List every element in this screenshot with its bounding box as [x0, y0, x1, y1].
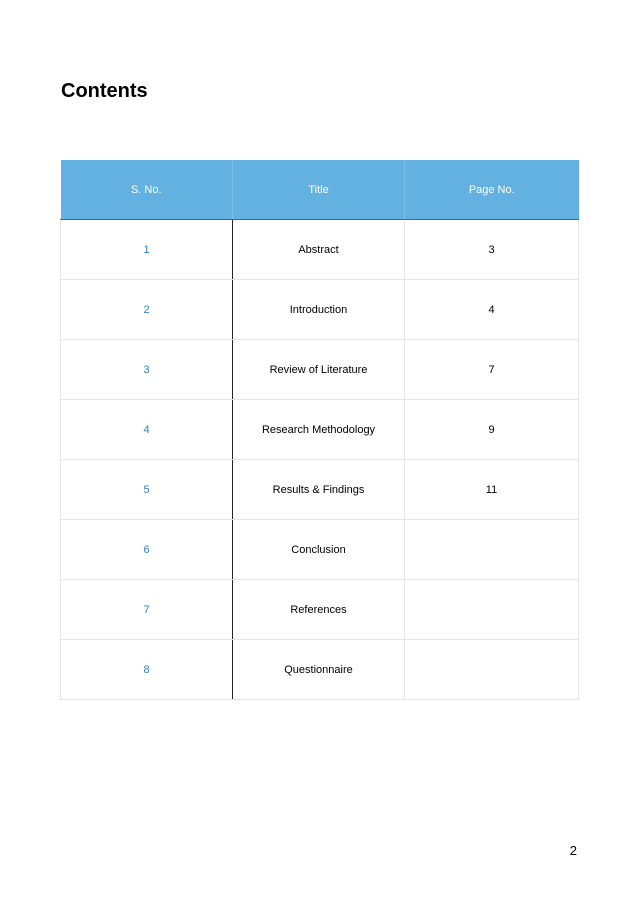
- cell-title: Conclusion: [233, 520, 405, 580]
- cell-sno: 8: [61, 640, 233, 700]
- cell-page: 4: [405, 280, 579, 340]
- table-row: [61, 580, 579, 640]
- cell-page: [405, 520, 579, 580]
- table-row: [61, 460, 579, 520]
- cell-sno: 2: [61, 280, 233, 340]
- cell-sno: 1: [61, 220, 233, 280]
- contents-table: [60, 160, 579, 700]
- cell-page: 3: [405, 220, 579, 280]
- cell-title: Review of Literature: [233, 340, 405, 400]
- table-row: [61, 400, 579, 460]
- table-row: [61, 640, 579, 700]
- table-row: [61, 280, 579, 340]
- column-header-page: Page No.: [405, 160, 579, 220]
- cell-title: Abstract: [233, 220, 405, 280]
- cell-page: [405, 580, 579, 640]
- cell-sno: 3: [61, 340, 233, 400]
- cell-page: 11: [405, 460, 579, 520]
- cell-title: References: [233, 580, 405, 640]
- cell-title: Introduction: [233, 280, 405, 340]
- cell-page: [405, 640, 579, 700]
- table-row: [61, 520, 579, 580]
- column-header-sno: S. No.: [61, 160, 233, 220]
- cell-sno: 7: [61, 580, 233, 640]
- cell-sno: 5: [61, 460, 233, 520]
- page-number: 2: [569, 843, 577, 858]
- table-header-row: [61, 160, 579, 220]
- cell-title: Questionnaire: [233, 640, 405, 700]
- cell-title: Research Methodology: [233, 400, 405, 460]
- cell-page: 7: [405, 340, 579, 400]
- cell-sno: 6: [61, 520, 233, 580]
- page-title: Contents: [61, 80, 148, 102]
- table-row: [61, 220, 579, 280]
- cell-page: 9: [405, 400, 579, 460]
- cell-title: Results & Findings: [233, 460, 405, 520]
- column-header-title: Title: [233, 160, 405, 220]
- table-row: [61, 340, 579, 400]
- cell-sno: 4: [61, 400, 233, 460]
